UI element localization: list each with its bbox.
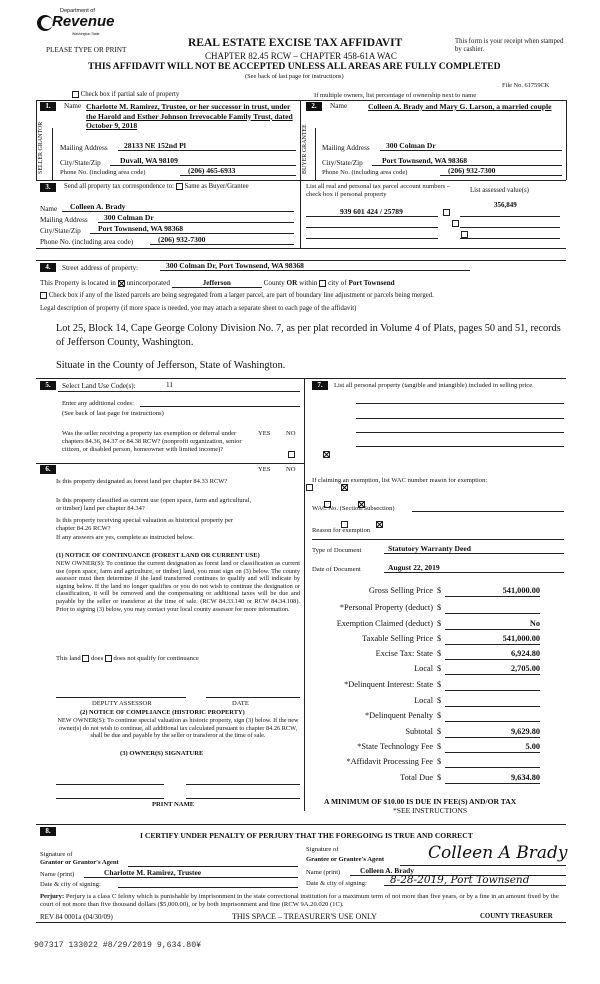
tax-row-value[interactable]: 541,000.00 — [445, 634, 540, 645]
tax-dollar-sign: $ — [437, 634, 442, 643]
owner-signature-label: (3) OWNER(S) SIGNATURE — [120, 750, 204, 757]
buyer-name-label: Name — [330, 102, 348, 110]
wac-number-label: WAC No. (Section/Subsection) — [312, 505, 395, 512]
grantee-name-label: Name (print) — [306, 869, 341, 876]
tax-row-label: Gross Selling Price — [368, 586, 433, 595]
seller-phone-label: Phone No. (including area code) — [60, 169, 146, 176]
wac-claim-label: If claiming an exemption, list WAC number reason for exemption: — [312, 477, 488, 484]
tax-row-value[interactable] — [445, 680, 540, 691]
tax-row — [300, 664, 545, 676]
tax-dollar-sign: $ — [437, 603, 442, 612]
land-use-see-back: (See back of last page for instructions) — [62, 410, 164, 417]
tax-dollar-sign: $ — [437, 757, 442, 766]
corr-city-field[interactable]: Port Townsend, WA 98368 — [90, 224, 294, 234]
historic-question: Is this property receiving special valuation as historical property per chapter 84.26 RCW? — [56, 517, 234, 532]
section-7-number: 7. — [312, 381, 328, 390]
buyer-city-label: City/State/Zip — [322, 159, 363, 167]
tax-dollar-sign: $ — [437, 586, 442, 595]
personal-property-label: List all personal property (tangible and intangible) included in selling price. — [334, 382, 534, 389]
logo-dept: Department of — [60, 8, 95, 14]
buyer-name: Colleen A. Brady and Mary G. Larson, a married couple — [368, 102, 552, 111]
dor-logo — [36, 8, 115, 38]
tax-row-label: Total Due — [400, 773, 433, 782]
tax-row-label: Excise Tax: State — [375, 649, 433, 658]
grantee-sig-label: Signature of — [306, 846, 339, 853]
exemption-no-checkbox[interactable] — [323, 451, 330, 458]
notice-continuance-title: (1) NOTICE OF CONTINUANCE (FOREST LAND OR CURRENT USE) — [56, 552, 260, 559]
logo-name: Revenue — [52, 13, 115, 30]
county-treasurer-label: COUNTY TREASURER — [480, 913, 553, 920]
tax-row-value[interactable] — [445, 711, 540, 722]
tax-row — [300, 757, 545, 769]
tax-row-value[interactable]: 9,634.80 — [445, 773, 540, 784]
seller-side-label: SELLER GRANTOR — [38, 121, 44, 174]
additional-codes-field[interactable] — [140, 398, 300, 407]
forest-no-checkbox[interactable] — [341, 484, 348, 491]
exemption-reason-field[interactable] — [312, 538, 564, 540]
grantor-date-label: Date & city of signing: — [40, 881, 101, 888]
doc-date-label: Date of Document — [312, 566, 361, 573]
segregated-label: Check box if any of the listed parcels are being segregated from a larger parcel, are part of boundary line adjustment or parcels being merged. — [48, 292, 434, 300]
logo-state: Washington State — [72, 32, 100, 36]
notice-continuance-text: NEW OWNER(S): To continue the current designation as forest land or classification as current use (open space, farm and agriculture, or timber) land, you must sign on (3) below. The county assessor must then determine if the land transferred continues to qualify and will indicate by signing below. If the land no longer qualifies or you do not wish to continue the designation or classification, it will be removed and the compensating or additional taxes will be due and payable by the seller or transferor at the time of sale. (RCW 84.33.140 or RCW 84.34.108). Prior to signing (3) below, you may contact your local county assessor for more information. — [56, 560, 300, 613]
corr-mail-field[interactable]: 300 Colman Dr — [98, 213, 294, 223]
tax-row — [300, 773, 545, 785]
tax-row-value[interactable] — [445, 757, 540, 768]
buyer-side-label: BUYER GRANTEE — [302, 124, 308, 174]
tax-dollar-sign: $ — [437, 727, 442, 736]
land-use-yes-header: YES — [258, 430, 271, 437]
tax-dollar-sign: $ — [437, 619, 442, 628]
correspondence-label: Send all property tax correspondence to: — [64, 183, 175, 191]
tax-row-label: Local — [414, 664, 433, 673]
doc-type-label: Type of Document — [312, 547, 362, 554]
land-use-no-header: NO — [286, 430, 296, 437]
tax-row — [300, 634, 545, 646]
seller-mail-field[interactable]: 28133 NE 152nd Pl — [118, 141, 296, 151]
tax-dollar-sign: $ — [437, 742, 442, 751]
partial-sale-checkbox[interactable] — [72, 91, 79, 98]
tax-row-label: *Affidavit Processing Fee — [346, 757, 433, 766]
partial-sale-row — [72, 91, 179, 98]
certify-title: I CERTIFY UNDER PENALTY OF PERJURY THAT THE FOREGOING IS TRUE AND CORRECT — [140, 831, 473, 840]
corr-mail-label: Mailing Address — [40, 216, 88, 224]
additional-codes-label: Enter any additional codes: — [62, 400, 134, 407]
tax-row — [300, 742, 545, 754]
exemption-reason-label: Reason for exemption — [312, 527, 371, 534]
personal-property-checkbox-2[interactable] — [452, 220, 459, 227]
property-street-field[interactable]: 300 Colman Dr, Port Townsend, WA 98368 — [160, 261, 470, 271]
grantor-name-label: Name (print) — [40, 871, 75, 878]
exemption-question: Was the seller receiving a property tax exemption or deferral under chapters 84.36, 84.37 or 84.38 RCW? (nonprofit organization, senior citizen, or disabled person, homeowner with limited income)? — [62, 430, 242, 453]
same-as-buyer-label: Same as Buyer/Grantee — [184, 183, 249, 191]
print-name-label: PRINT NAME — [152, 801, 195, 808]
does-not-label: does not qualify for continuance — [113, 655, 199, 663]
section-5-number: 5. — [40, 381, 56, 390]
tax-row-value[interactable]: 541,000.00 — [445, 586, 540, 597]
forest-land-question: Is this property designated as forest land per chapter 84.33 RCW? — [56, 478, 228, 485]
fully-completed-warning: THIS AFFIDAVIT WILL NOT BE ACCEPTED UNLESS ALL AREAS ARE FULLY COMPLETED — [88, 61, 501, 72]
county-label: County — [263, 279, 285, 287]
tax-row — [300, 603, 545, 615]
or-label: OR — [286, 279, 298, 287]
tax-row-value[interactable] — [445, 696, 540, 707]
buyer-mail-label: Mailing Address — [322, 144, 370, 152]
located-label: This Property is located in — [40, 279, 116, 287]
notice-compliance-title: (2) NOTICE OF COMPLIANCE (HISTORIC PROPERTY) — [80, 709, 245, 716]
does-checkbox[interactable] — [82, 655, 89, 662]
tax-row — [300, 619, 545, 631]
corr-phone-field[interactable]: (206) 932-7300 — [150, 235, 294, 245]
grantor-date-field[interactable] — [118, 879, 298, 888]
tax-row-label: *Delinquent Interest: State — [344, 680, 433, 689]
tax-row-label: *Personal Property (deduct) — [339, 603, 433, 612]
tax-dollar-sign: $ — [437, 696, 442, 705]
city-checkbox[interactable] — [319, 280, 326, 287]
doc-type-field[interactable]: Statutory Warranty Deed — [384, 544, 564, 554]
multiple-owners-note: If multiple owners, list percentage of ownership next to name — [314, 92, 477, 99]
seller-mail-label: Mailing Address — [60, 144, 108, 152]
deputy-assessor-label: DEPUTY ASSESSOR — [92, 700, 152, 707]
exemption-yes-checkbox[interactable] — [288, 451, 295, 458]
seller-city-label: City/State/Zip — [60, 159, 101, 167]
tax-row-value[interactable]: 9,629.80 — [445, 727, 540, 738]
legal-description: Lot 25, Block 14, Cape George Colony Division No. 7, as per plat recorded in Volume 4 of Plats, pages 50 and 51, records of Jefferson County, Washington. — [56, 323, 561, 348]
tax-row — [300, 696, 545, 708]
wac-number-field[interactable] — [412, 503, 564, 512]
county-field[interactable]: Jefferson — [172, 279, 262, 288]
personal-property-checkbox-3[interactable] — [461, 231, 468, 238]
tax-dollar-sign: $ — [437, 649, 442, 658]
form-chapter: CHAPTER 82.45 RCW – CHAPTER 458-61A WAC — [205, 51, 397, 61]
s6-no-header: NO — [286, 466, 296, 473]
form-revision: REV 84 0001a (04/30/09) — [40, 913, 113, 921]
grantor-name-field[interactable]: Charlotte M. Ramirez, Trustee — [84, 868, 298, 878]
buyer-phone-field[interactable]: (206) 932-7300 — [440, 166, 562, 176]
parcel-number: 939 601 424 / 25789 — [340, 207, 403, 216]
section-4-number: 4. — [40, 263, 56, 272]
buyer-mail-field[interactable]: 300 Colman Dr — [380, 141, 562, 151]
tax-row-value[interactable]: No — [445, 619, 540, 630]
treasurer-space-label: THIS SPACE – TREASURER'S USE ONLY — [232, 912, 377, 921]
city-field[interactable]: Port Townsend — [348, 279, 395, 287]
tax-row-label: *Delinquent Penalty — [365, 711, 433, 720]
unincorporated-label: unincorporated — [126, 279, 170, 287]
section-1-number: 1. — [40, 102, 56, 111]
see-back-note: (See back of last page for instructions) — [245, 73, 344, 80]
grantee-signature: Colleen A Brady — [428, 843, 568, 863]
tax-row-value[interactable] — [445, 603, 540, 614]
grantee-name-field[interactable]: Colleen A. Brady — [350, 866, 566, 876]
buyer-phone-label: Phone No. (including area code) — [322, 169, 408, 176]
tax-row — [300, 649, 545, 661]
correspondence-row — [64, 183, 249, 190]
personal-property-checkbox-1[interactable] — [443, 209, 450, 216]
tax-dollar-sign: $ — [437, 680, 442, 689]
form-title: REAL ESTATE EXCISE TAX AFFIDAVIT — [188, 37, 403, 49]
assessed-values-label: List assessed value(s) — [470, 187, 529, 194]
tax-row — [300, 680, 545, 692]
tax-row-label: Taxable Selling Price — [362, 634, 433, 643]
section-2-number: 2. — [306, 102, 322, 111]
legal-label: Legal description of property (if more space is needed, you may attach a separate sheet to each page of the affidavit) — [40, 305, 357, 312]
unincorporated-checkbox[interactable] — [118, 280, 125, 287]
tax-row — [300, 586, 545, 598]
grantee-sig-label2: Grantee or Grantee's Agent — [306, 856, 385, 863]
see-instructions-note: *SEE INSTRUCTIONS — [393, 806, 468, 815]
assessed-value: 356,849 — [494, 201, 517, 209]
tax-dollar-sign: $ — [437, 711, 442, 720]
grantee-date-label: Date & city of signing: — [306, 880, 367, 887]
current-use-question: Is this property classified as current use (open space, farm and agricultural, or timber) land per chapter 84.34? — [56, 497, 252, 512]
tax-dollar-sign: $ — [437, 773, 442, 782]
seller-name-label: Name — [64, 102, 82, 110]
seller-name: Charlotte M. Ramirez, Trustee, or her successor in trust, under the Harold and Esther Johnson Irrevocable Family Trust, dated October 9, 2018 — [86, 102, 293, 131]
continuance-row — [56, 655, 199, 662]
historic-no-checkbox[interactable] — [376, 521, 383, 528]
buyer-city-field[interactable]: Port Townsend, WA 98368 — [372, 156, 562, 166]
perjury-text: Perjury is a class C felony which is punishable by imprisonment in the state correctional institution for a maximum term of not more than five years, or by a fine in an amount fixed by the court of not more than five thousand dollars ($5,000.00), or by both imprisonment and fine (RCW 9A.20.020 (1C). — [40, 893, 559, 908]
grantor-signature-field[interactable] — [128, 858, 298, 867]
section-6-number: 6. — [40, 465, 56, 474]
land-use-label: Select Land Use Code(s): — [62, 382, 136, 390]
this-land-label: This land — [56, 655, 81, 663]
does-label: does — [91, 655, 104, 663]
section-3-number: 3. — [40, 183, 56, 192]
s6-yes-header: YES — [258, 466, 271, 473]
treasurer-stamp: 907317 133022 #8/29/2019 9,634.80¥ — [34, 941, 202, 950]
tax-row-value[interactable]: 5.00 — [445, 742, 540, 753]
seller-phone-field[interactable]: (206) 465-6933 — [180, 166, 296, 176]
land-use-code: 11 — [166, 381, 173, 389]
tax-row-label: Subtotal — [405, 727, 433, 736]
receipt-note: This form is your receipt when stamped by cashier. — [455, 38, 564, 53]
doc-date-field[interactable]: August 22, 2019 — [384, 563, 564, 573]
tax-row-label: Exemption Claimed (deduct) — [336, 619, 433, 628]
section-8-number: 8. — [40, 827, 56, 836]
grantee-date-field[interactable]: 8-28-2019, Port Townsend — [384, 874, 566, 886]
city-of-label: city of — [328, 279, 347, 287]
corr-city-label: City/State/Zip — [40, 227, 81, 235]
corr-name-label: Name — [40, 205, 58, 213]
segregated-row — [40, 292, 434, 299]
partial-sale-label: Check box if partial sale of property — [80, 91, 180, 99]
please-type: PLEASE TYPE OR PRINT — [46, 46, 127, 54]
tax-row — [300, 711, 545, 723]
corr-phone-label: Phone No. (including area code) — [40, 238, 134, 246]
grantor-sig-label: Signature of — [40, 851, 73, 858]
perjury-label: Perjury: — [40, 893, 65, 900]
file-number: File No. 61759CK — [502, 82, 550, 89]
tax-row-label: *State Technology Fee — [357, 742, 433, 751]
segregated-checkbox[interactable] — [40, 292, 47, 299]
corr-name-field[interactable]: Colleen A. Brady — [62, 202, 294, 212]
forest-yes-checkbox[interactable] — [306, 484, 313, 491]
grantor-sig-label2: Grantor or Grantor's Agent — [40, 859, 119, 866]
situate-text: Situate in the County of Jefferson, State of Washington. — [56, 360, 286, 371]
assessor-date-label: DATE — [232, 700, 249, 707]
tax-row-value[interactable]: 2,705.00 — [445, 664, 540, 675]
notice-compliance-text: NEW OWNER(S): To continue special valuation as historic property, sign (3) below. If the new owner(s) do not wish to continue, all additional tax calculated pursuant to chapter 84.26 RCW, shall be due and payable by the seller or transferor at the time of sale. — [57, 717, 299, 740]
tax-row — [300, 727, 545, 739]
within-label: within — [299, 279, 318, 287]
seller-city-field[interactable]: Duvall, WA 98109 — [110, 156, 296, 166]
minimum-fee-note: A MINIMUM OF $10.00 IS DUE IN FEE(S) AND/OR TAX — [324, 797, 517, 806]
perjury-notice — [40, 893, 568, 909]
if-yes-note: If any answers are yes, complete as instructed below. — [56, 534, 194, 541]
tax-dollar-sign: $ — [437, 664, 442, 673]
parcel-list-label: List all real and personal tax parcel account numbers – check box if personal property — [306, 183, 451, 198]
location-row — [40, 279, 395, 288]
tax-row-label: Local — [414, 696, 433, 705]
tax-row-value[interactable]: 6,924.80 — [445, 649, 540, 660]
does-not-checkbox[interactable] — [105, 655, 112, 662]
same-as-buyer-checkbox[interactable] — [176, 183, 183, 190]
street-label: Street address of property: — [62, 264, 139, 272]
